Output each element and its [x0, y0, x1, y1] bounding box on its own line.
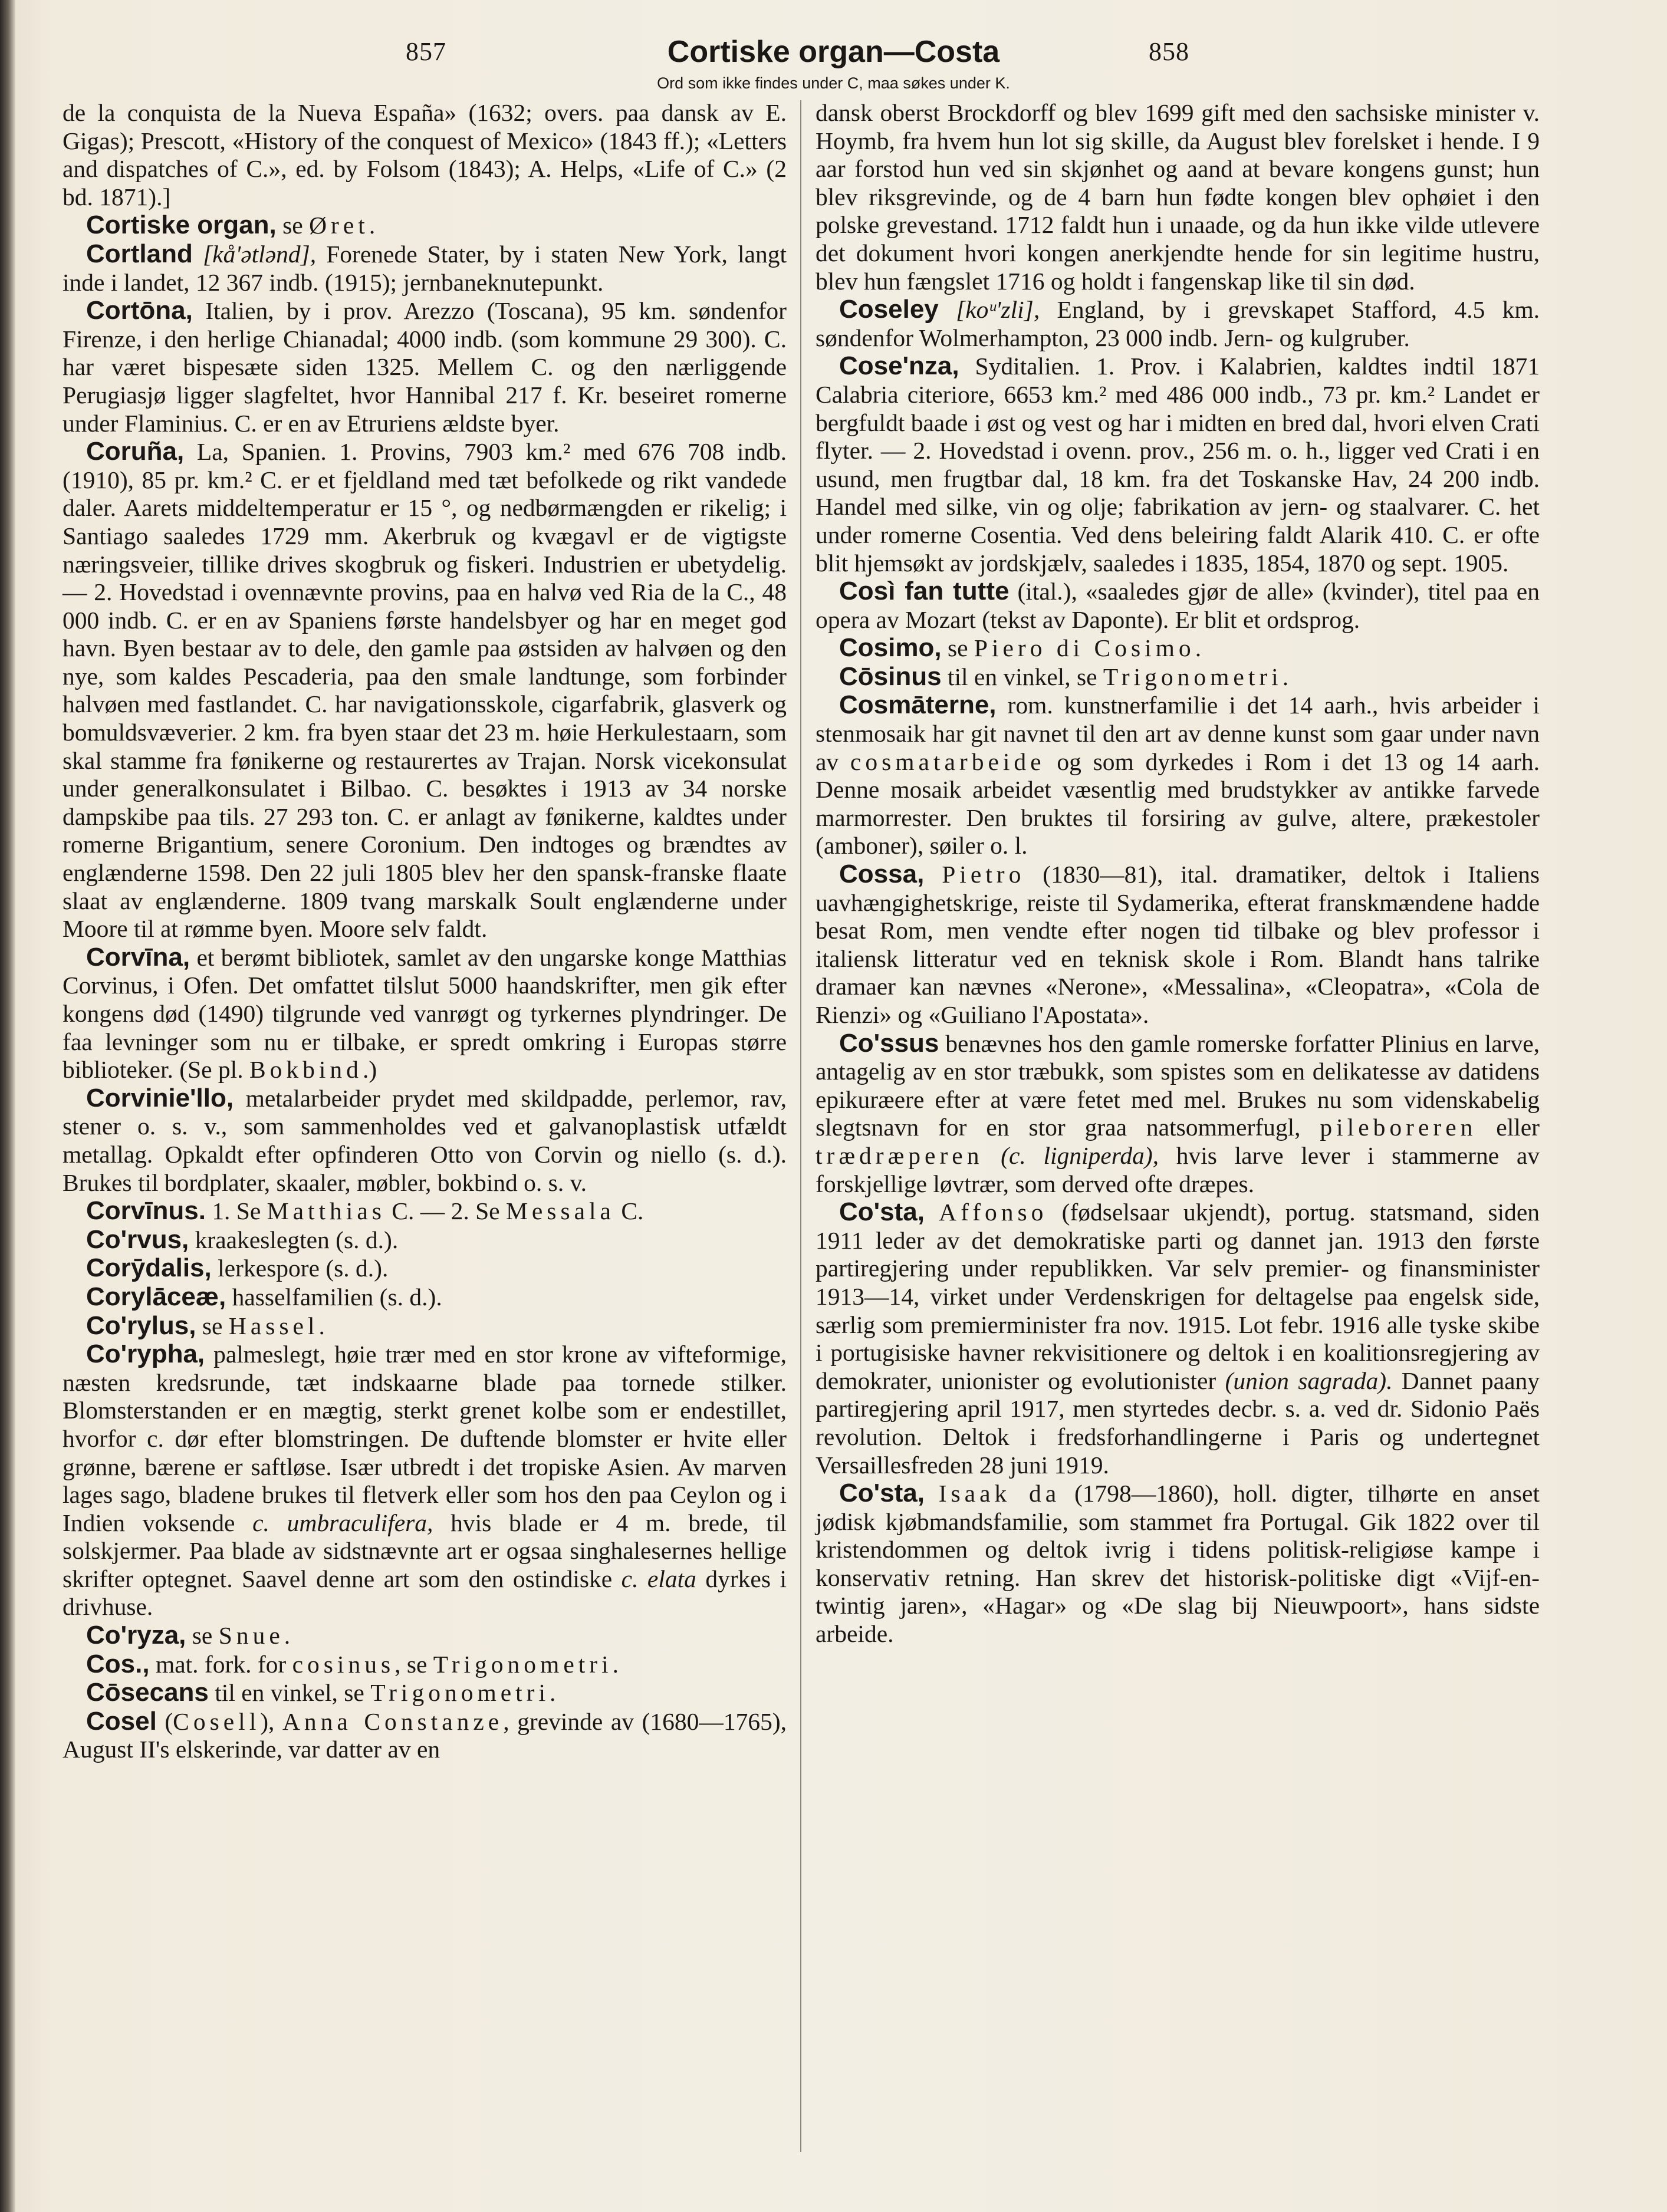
headword: Cortland [86, 239, 193, 268]
entry-coseley: Coseley [koᵘ'zli], England, by i grevskapet Stafford, 4.5 km. søndenfor Wolmerhampton, 23 000 indb. Jern- og kulgruber. [816, 295, 1540, 351]
entry-corvinus: Corvīnus. 1. Se Matthias C. — 2. Se Messala C. [86, 1196, 644, 1226]
cross-reference: Øret [309, 212, 369, 239]
headword: Cōsinus [839, 661, 942, 691]
running-subhead: Ord som ikke findes under C, maa søkes under K. [657, 74, 1010, 92]
headword: Co'rylus, [86, 1311, 196, 1340]
running-head: Cortiske organ—Costa [667, 35, 1000, 69]
latin-name: c. elata [621, 1565, 696, 1592]
entry-corvina: Corvīna, et berømt bibliotek, samlet av den ungarske konge Matthias Corvinus, i Ofen. Det omfattet tilslut 5000 haandskrifter, men gik efter kongens død (1490) tilgrunde ved vanrøgt og tyrkernes plyndringer. De faa levninger som nu er tilbake, er spredt omkring i Europas større biblioteker. (Se pl. Bokbind.) [63, 942, 787, 1084]
entry-cos: Cos., mat. fork. for cosinus, se Trigonometri. [86, 1649, 619, 1678]
spaced-term: cosinus [292, 1650, 395, 1678]
entry-cosi-fan-tutte: Così fan tutte (ital.), «saaledes gjør de alle» (kvinder), titel paa en opera av Mozart (tekst av Daponte). Er blit et ordsprog. [816, 577, 1540, 633]
headword: Coruña, [86, 437, 185, 466]
headword: Cos., [86, 1649, 150, 1678]
cross-reference: Bokbind [249, 1056, 363, 1084]
spaced-name: Isaak da [938, 1480, 1061, 1507]
headword: Co'rypha, [86, 1339, 205, 1369]
headword: Cose'nza, [839, 351, 959, 381]
headword: Corvīnus. [86, 1196, 206, 1226]
entry-corylus: Co'rylus, se Hassel. [86, 1311, 325, 1340]
pronunciation: [koᵘ'zli], [938, 296, 1040, 324]
headword: Co'sta, [839, 1479, 925, 1508]
entry-cossa: Cossa, Pietro (1830—81), ital. dramatiker, deltok i Italiens uavhængighetskrige, reiste til Sydamerika, efterat franskmændene hadde besat Rom, men vendte efter nogen tid tilbake og blev professor i italiensk litteratur ved en teknisk skole i Rom. Blandt hans talrike dramaer kan nævnes «Nerone», «Messalina», «Cleopatra», «Cola de Rienzi» og «Guiliano l'Apostata». [816, 860, 1540, 1028]
headword: Co'ryza, [86, 1621, 186, 1650]
entry-cortiske-organ: Cortiske organ, se Øret. [86, 210, 376, 240]
cross-reference: Trigonometri [433, 1650, 613, 1678]
pronunciation: [kå'ətlənd], [192, 240, 317, 268]
page-number-right: 858 [1149, 37, 1189, 66]
headword: Corylāceæ, [86, 1282, 226, 1311]
entry-cosmaterne: Cosmāterne, rom. kunstnerfamilie i det 14 aarh., hvis arbeider i stenmosaik har git navnet til den art av denne kunst som gaar under navn av cosmatarbeide og som dyrkedes i Rom i det 13 og 14 aarh. Denne mosaik arbeidet væsentlig med brudstykker av antikke farvede marmorrester. Den bruktes til forsiring av gulve, altere, prækestoler (amboner), søiler o. l. [816, 690, 1540, 860]
italic-term: (union sagrada). [1225, 1367, 1393, 1394]
spaced-name: Cosell [173, 1707, 261, 1735]
entry-continuation: dansk oberst Brockdorff og blev 1699 gift med den sachsiske minister v. Hoymb, fra hvem hun lot sig skille, da August blev forelsket i hende. I 9 aar forstod hun ved sin skjønhet og aand at bevare kongens gunst; hun blev riksgrevinde, og de 4 barn hun fødte kongen blev ophøiet i den polske grevestand. 1712 faldt hun i unaade, og da hun ikke vilde utlevere det dokument hvori kongen anerkjendte hende for sin legitime hustru, blev hun fængslet 1716 og holdt i fangenskap like til sin død. [816, 99, 1540, 295]
entry-coryza: Co'ryza, se Snue. [86, 1621, 291, 1650]
entry-corvus: Co'rvus, kraakeslegten (s. d.). [86, 1224, 399, 1254]
headword: Cosel [86, 1706, 157, 1736]
latin-name: (c. ligniperda), [983, 1141, 1159, 1169]
spaced-term: cosmatarbeide [850, 748, 1045, 775]
entry-corypha: Co'rypha, palmeslegt, høie trær med en stor krone av vifteformige, næsten kredsrunde, tæt indskaarne blade paa tornede stilker. Blomsterstanden er en mægtig, sterkt grenet kolbe som er endestillet, hvorfor c. dør efter blomstringen. De duftende blomster er hvite eller grønne, bærene er saftløse. Især utbredt i det tropiske Asien. Av marven lages sago, bladene brukes til fletverk eller som hos den paa Ceylon og i Indien voksende c. umbraculifera, hvis blade er 4 m. brede, til solskjermer. Paa blade av sidstnævnte art er ogsaa singhalesernes hellige skrifter optegnet. Saavel denne art som den ostindiske c. elata dyrkes i drivhuse. [63, 1339, 787, 1621]
left-column [63, 99, 787, 1764]
headword: Corvīna, [86, 942, 190, 972]
entry-continuation: de la conquista de la Nueva España» (1632; overs. paa dansk av E. Gigas); Prescott, «History of the conquest of Mexico» (1843 ff.); «Letters and dispatches of C.», ed. by Folsom (1843); A. Helps, «Life of C.» (2 bd. 1871).] [63, 99, 787, 210]
cross-reference: Trigonometri [1103, 663, 1283, 690]
entry-cortland: Cortland [kå'ətlənd], Forenede Stater, by i staten New York, langt inde i landet, 12 367 indb. (1915); jernbaneknutepunkt. [63, 239, 787, 296]
cross-reference: Piero di Cosimo [974, 634, 1195, 662]
headword: Cortiske organ, [86, 210, 277, 240]
spaced-term: pileboreren [1320, 1114, 1477, 1141]
headword: Così fan tutte [839, 577, 1010, 606]
headword: Corȳdalis, [86, 1253, 212, 1283]
headword: Cosimo, [839, 633, 942, 663]
latin-name: c. umbraculifera, [252, 1509, 433, 1536]
book-gutter-edge [0, 0, 15, 2212]
right-column [816, 99, 1540, 1648]
entry-costa-affonso: Co'sta, Affonso (fødselsaar ukjendt), portug. statsmand, siden 1911 leder av det demokratiske parti og dannet jan. 1913 den første partiregjering under republikken. Var selv premier- og finansminister 1913—14, virket under Verdenskrigen for deltagelse paa engelsk side, særlig som premierminister fra nov. 1915. Lot febr. 1916 alle tyske skibe i portugisiske havner rekvisitionere og deltok i en koalitionsregjering av demokrater, unionister og evolutionister (union sagrada). Dannet paany partiregjering april 1917, men styrtedes decbr. s. a. ved dr. Sidonio Paës revolution. Deltok i fredsforhandlingerne i Paris og undertegnet Versaillesfreden 28 juni 1919. [816, 1197, 1540, 1479]
spaced-name: Pietro [942, 861, 1025, 888]
entry-costa-isaak: Co'sta, Isaak da (1798—1860), holl. digter, tilhørte en anset jødisk kjøbmandsfamilie, som stammet fra Portugal. Gik 1822 over til kristendommen og deltok ivrig i tidens politisk-religiøse kampe i konservativ retning. Han skrev det historisk-politiske digt «Vijf-en-twintig jaren», «Hagar» og «De slag bij Nieuwpoort», hans sidste arbeide. [816, 1479, 1540, 1648]
entry-cosinus: Cōsinus til en vinkel, se Trigonometri. [839, 661, 1289, 691]
cross-reference: Snue [218, 1622, 284, 1650]
headword: Co'rvus, [86, 1224, 189, 1254]
headword: Coseley [839, 295, 939, 324]
column-rule [800, 100, 801, 2152]
entry-cosel: Cosel (Cosell), Anna Constanze, grevinde av (1680—1765), August II's elskerinde, var datter av en [63, 1706, 787, 1763]
entry-cosimo: Cosimo, se Piero di Cosimo. [839, 633, 1202, 663]
cross-reference: Hassel [228, 1312, 319, 1339]
headword: Corvinie'llo, [86, 1083, 234, 1112]
entry-cosecans: Cōsecans til en vinkel, se Trigonometri. [86, 1678, 556, 1707]
cross-reference: Trigonometri [370, 1679, 550, 1707]
entry-corylaceae: Corylāceæ, hasselfamilien (s. d.). [86, 1282, 442, 1311]
entry-corvinie-llo: Corvinie'llo, metalarbeider prydet med skildpadde, perlemor, rav, stener o. s. v., som sammenholdes ved et galvanoplastisk utfældt metallag. Opkaldt efter opfinderen Otto von Corvin og niello (s. d.). Brukes til bordplater, skaaler, møbler, bokbind o. s. v. [63, 1083, 787, 1196]
entry-cossus: Co'ssus benævnes hos den gamle romerske forfatter Plinius en larve, antagelig av en stor træbukk, som spistes som en delikatesse av datidens epikuræere efter at være fetet med mel. Brukes nu som videnskabelig slegtsnavn for en stor graa natsommerfugl, pileboreren eller trædræperen (c. ligniperda), hvis larve lever i stammerne av forskjellige løvtrær, som derved ofte dræpes. [816, 1028, 1540, 1197]
spaced-term: trædræperen [816, 1141, 984, 1169]
spaced-name: Anna Constanze [282, 1707, 504, 1735]
headword: Cossa, [839, 860, 925, 889]
headword: Cortōna, [86, 296, 193, 325]
spaced-name: Affonso [939, 1199, 1048, 1226]
entry-corydalis: Corȳdalis, lerkespore (s. d.). [86, 1253, 389, 1283]
entry-cosenza: Cose'nza, Syditalien. 1. Prov. i Kalabrien, kaldtes indtil 1871 Calabria citeriore, 6653 km.² med 486 000 indb., 73 pr. km.² Landet er bergfuldt baade i øst og vest og har i midten en bred dal, hvori elven Crati flyter. — 2. Hovedstad i ovenn. prov., 256 m. o. h., ligger ved Crati i en usund, men frugtbar dal, 18 km. fra det Toskanske Hav, 24 200 indb. Handel med silke, vin og olje; fabrikation av jern- og staalvarer. C. het under romerne Cosentia. Ved dens beleiring faldt Alarik 410. C. er ofte blit hjemsøkt av jordskjælv, saaledes i 1835, 1854, 1870 og sept. 1905. [816, 351, 1540, 577]
entry-cortona: Cortōna, Italien, by i prov. Arezzo (Toscana), 95 km. søndenfor Firenze, i den herlige Chianadal; 4000 indb. (som kommune 29 300). C. har været bispesæte siden 1325. Mellem C. og den nærliggende Perugiasjø ligger slagfeltet, hvor Hannibal 217 f. Kr. beseiret romerne under Flaminius. C. er en av Etruriens ældste byer. [63, 296, 787, 437]
page-number-left: 857 [406, 37, 446, 66]
entry-coruna: Coruña, La, Spanien. 1. Provins, 7903 km.² med 676 708 indb. (1910), 85 pr. km.² C. er et fjeldland med tæt befolkede og rikt vandede daler. Aarets middeltemperatur er 15 °, og nedbørmængden er rikelig; i Santiago saaledes 1729 mm. Akerbruk og kvægavl er de vigtigste næringsveier, tillike drives skogbruk og fiskeri. Industrien er ubetydelig. — 2. Hovedstad i ovennævnte provins, paa en halvø ved Ria de la C., 48 000 indb. C. er en av Spaniens første handelsbyer og har en meget god havn. Byen bestaar av to dele, den gamle paa østsiden av halvøen og den nye, som kaldes Pescaderia, paa den smale landtunge, som forbinder halvøen med fastlandet. C. har navigationsskole, cigarfabrik, glasverk og bomuldsvæverier. 2 km. fra byen staar det 23 m. høie Herkulestaarn, som skal stamme fra fønikerne og restaurertes av Trajan. Norsk vicekonsulat under generalkonsulatet i Bilbao. C. besøktes i 1913 av 34 norske dampskibe paa tils. 27 293 ton. C. er anlagt av fønikerne, kaldtes under romerne Brigantium, senere Coronium. Den indtoges og brændtes av englænderne 1598. Den 22 juli 1805 blev her den spansk-franske flaate slaat av englænderne. 1809 tvang marskalk Soult englænderne under Moore til at rømme byen. Moore selv faldt. [63, 437, 787, 943]
headword: Cosmāterne, [839, 690, 997, 720]
headword: Cōsecans [86, 1678, 209, 1707]
headword: Co'ssus [839, 1028, 939, 1058]
cross-reference: Messala [505, 1197, 615, 1225]
headword: Co'sta, [839, 1197, 925, 1227]
cross-reference: Matthias [267, 1197, 386, 1225]
